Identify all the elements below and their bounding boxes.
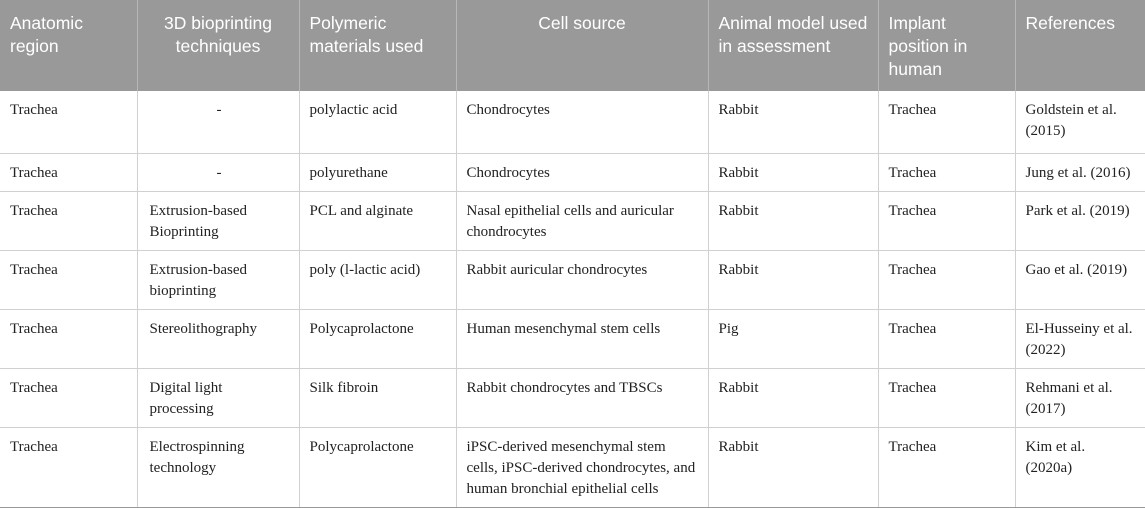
table-row — [0, 368, 1145, 427]
header-implant-position: Implant position in human — [878, 0, 1015, 91]
cell-technique: Electrospinning technology — [137, 427, 299, 507]
cell-material: polyurethane — [299, 153, 456, 191]
cell-anatomic-region: Trachea — [0, 153, 137, 191]
cell-implant-position: Trachea — [878, 191, 1015, 250]
cell-implant-position: Trachea — [878, 309, 1015, 368]
cell-technique: Stereolithography — [137, 309, 299, 368]
cell-material: poly (l-lactic acid) — [299, 250, 456, 309]
cell-reference: Rehmani et al. (2017) — [1015, 368, 1145, 427]
header-references: References — [1015, 0, 1145, 91]
cell-technique: Extrusion-based Bioprinting — [137, 191, 299, 250]
cell-cell-source: Rabbit chondrocytes and TBSCs — [456, 368, 708, 427]
header-anatomic-region: Anatomic region — [0, 0, 137, 91]
cell-cell-source: Chondrocytes — [456, 91, 708, 153]
cell-reference: Jung et al. (2016) — [1015, 153, 1145, 191]
cell-animal-model: Rabbit — [708, 153, 878, 191]
cell-technique: Extrusion-based bioprinting — [137, 250, 299, 309]
cell-animal-model: Rabbit — [708, 191, 878, 250]
cell-reference: Park et al. (2019) — [1015, 191, 1145, 250]
cell-animal-model: Rabbit — [708, 427, 878, 507]
cell-cell-source: Rabbit auricular chondrocytes — [456, 250, 708, 309]
cell-anatomic-region: Trachea — [0, 191, 137, 250]
cell-cell-source: Human mesenchymal stem cells — [456, 309, 708, 368]
cell-reference: El-Husseiny et al. (2022) — [1015, 309, 1145, 368]
cell-anatomic-region: Trachea — [0, 368, 137, 427]
table-row — [0, 91, 1145, 153]
cell-implant-position: Trachea — [878, 368, 1015, 427]
cell-material: Silk fibroin — [299, 368, 456, 427]
cell-reference: Goldstein et al. (2015) — [1015, 91, 1145, 153]
header-row — [0, 0, 1145, 91]
table-row — [0, 309, 1145, 368]
cell-animal-model: Pig — [708, 309, 878, 368]
cell-implant-position: Trachea — [878, 427, 1015, 507]
table-body — [0, 91, 1145, 507]
cell-material: Polycaprolactone — [299, 309, 456, 368]
cell-anatomic-region: Trachea — [0, 250, 137, 309]
cell-animal-model: Rabbit — [708, 91, 878, 153]
cell-cell-source: Nasal epithelial cells and auricular chondrocytes — [456, 191, 708, 250]
cell-technique: - — [137, 153, 299, 191]
cell-anatomic-region: Trachea — [0, 427, 137, 507]
cell-animal-model: Rabbit — [708, 250, 878, 309]
table-header — [0, 0, 1145, 91]
header-animal-model: Animal model used in assessment — [708, 0, 878, 91]
header-polymeric-materials: Polymeric materials used — [299, 0, 456, 91]
cell-technique: Digital light processing — [137, 368, 299, 427]
table-row — [0, 153, 1145, 191]
cell-reference: Gao et al. (2019) — [1015, 250, 1145, 309]
header-bioprinting-techniques: 3D bioprinting techniques — [137, 0, 299, 91]
cell-material: PCL and alginate — [299, 191, 456, 250]
cell-implant-position: Trachea — [878, 153, 1015, 191]
cell-implant-position: Trachea — [878, 91, 1015, 153]
cell-reference: Kim et al. (2020a) — [1015, 427, 1145, 507]
table-row — [0, 427, 1145, 507]
cell-cell-source: Chondrocytes — [456, 153, 708, 191]
cell-implant-position: Trachea — [878, 250, 1015, 309]
cell-material: Polycaprolactone — [299, 427, 456, 507]
cell-material: polylactic acid — [299, 91, 456, 153]
cell-anatomic-region: Trachea — [0, 91, 137, 153]
cell-anatomic-region: Trachea — [0, 309, 137, 368]
header-cell-source: Cell source — [456, 0, 708, 91]
cell-animal-model: Rabbit — [708, 368, 878, 427]
cell-cell-source: iPSC-derived mesenchymal stem cells, iPSC-derived chondrocytes, and human bronchial epithelial cells — [456, 427, 708, 507]
table-row — [0, 250, 1145, 309]
cell-technique: - — [137, 91, 299, 153]
table-row — [0, 191, 1145, 250]
